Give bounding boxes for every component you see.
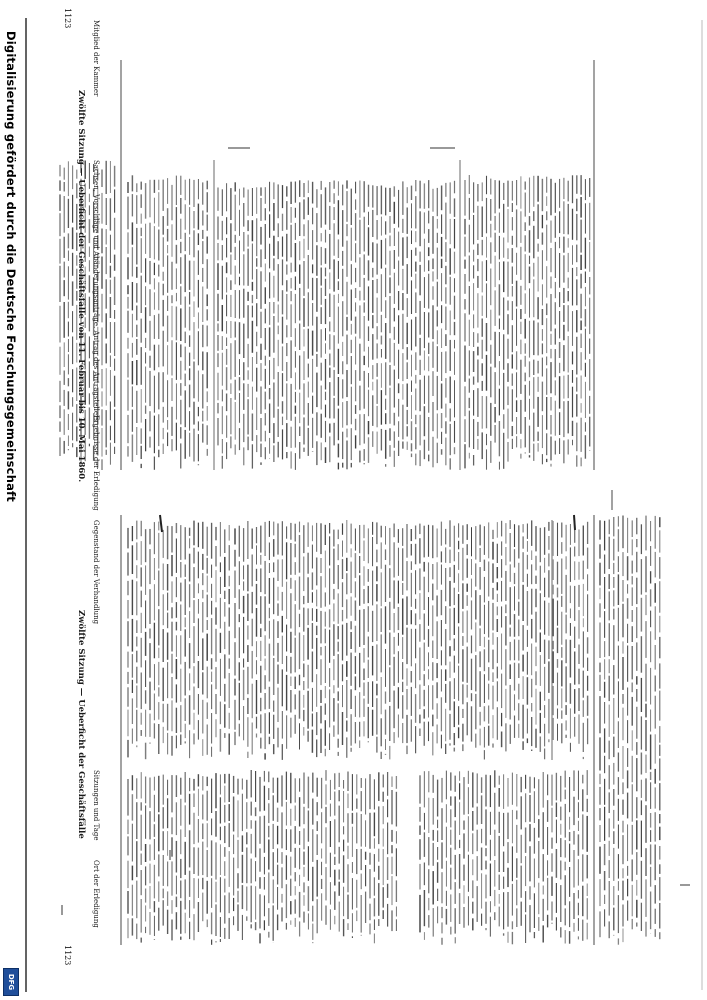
column-heading-results: Ergebnisse der Erledigung [92, 415, 100, 511]
column-heading-place: Ort der Erledigung [92, 860, 100, 928]
left-page-number: 1123 [63, 8, 72, 29]
column-heading-subject: Gegenstand der Verhandlung [92, 520, 100, 625]
column-heading-sessions: Sitzungen und Tage [92, 770, 100, 841]
column-heading-member: Mitglied der Kammer [92, 20, 100, 97]
dfg-logo-icon [3, 968, 19, 996]
dfg-funding-text: Digitalisierung gefördert durch die Deutsche Forschungsgemeinschaft [4, 31, 18, 502]
right-page-number: 1123 [63, 945, 72, 966]
running-title-left: Zwölfte Sitzung — Ueberficht der Geschäftsfälle von 11. Februar bis 10. Mai 1860. [76, 90, 86, 483]
dfg-funding-banner [2, 25, 18, 975]
dfg-logo-label: DFG [7, 973, 15, 991]
column-heading-proposals: Sachsen, Vorschläge und Abänderungsanträge. Antrag des Antragstellers [92, 160, 100, 422]
running-title-right: Zwölfte Sitzung — Ueberficht der Geschäftsfälle [76, 610, 86, 839]
